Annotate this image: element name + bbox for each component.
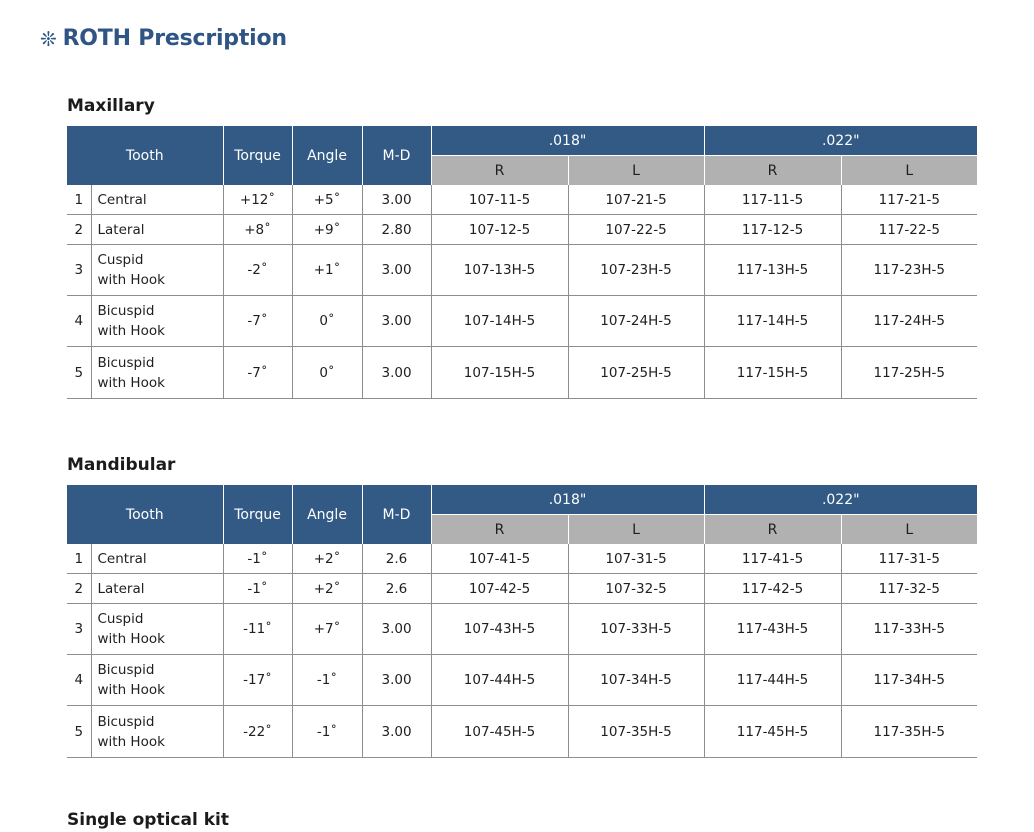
torque-value: +8˚ <box>223 215 292 245</box>
md-value: 3.00 <box>362 296 431 347</box>
tooth-name: Bicuspid with Hook <box>91 347 223 399</box>
angle-value: +5˚ <box>292 185 362 215</box>
part-018-r: 107-41-5 <box>431 544 568 574</box>
subheader-r: R <box>431 515 568 545</box>
tooth-name: Cuspid with Hook <box>91 245 223 296</box>
section-heading-mandibular: Mandibular <box>67 455 176 475</box>
part-018-r: 107-42-5 <box>431 574 568 604</box>
maxillary-table <box>67 126 977 399</box>
part-018-l: 107-31-5 <box>568 544 704 574</box>
tooth-name: Lateral <box>91 574 223 604</box>
md-value: 3.00 <box>362 604 431 655</box>
subheader-r: R <box>704 515 841 545</box>
header-torque: Torque <box>223 485 292 544</box>
part-018-l: 107-24H-5 <box>568 296 704 347</box>
tooth-name: Central <box>91 185 223 215</box>
part-018-r: 107-12-5 <box>431 215 568 245</box>
tooth-name: Bicuspid with Hook <box>91 706 223 758</box>
subheader-l: L <box>841 515 977 545</box>
angle-value: +7˚ <box>292 604 362 655</box>
header-md: M-D <box>362 485 431 544</box>
part-022-r: 117-12-5 <box>704 215 841 245</box>
part-018-l: 107-22-5 <box>568 215 704 245</box>
torque-value: -22˚ <box>223 706 292 758</box>
header-tooth: Tooth <box>67 485 223 544</box>
angle-value: -1˚ <box>292 655 362 706</box>
torque-value: -11˚ <box>223 604 292 655</box>
part-022-l: 117-35H-5 <box>841 706 977 758</box>
table-row <box>67 296 977 347</box>
subheader-r: R <box>431 156 568 186</box>
header-slot-018: .018" <box>431 485 704 515</box>
table-row <box>67 185 977 215</box>
md-value: 2.80 <box>362 215 431 245</box>
part-018-r: 107-43H-5 <box>431 604 568 655</box>
mandibular-table <box>67 485 977 758</box>
part-022-r: 117-14H-5 <box>704 296 841 347</box>
torque-value: -7˚ <box>223 347 292 399</box>
torque-value: +12˚ <box>223 185 292 215</box>
row-number: 1 <box>67 185 91 215</box>
part-022-r: 117-11-5 <box>704 185 841 215</box>
torque-value: -1˚ <box>223 574 292 604</box>
part-022-l: 117-22-5 <box>841 215 977 245</box>
torque-value: -17˚ <box>223 655 292 706</box>
torque-value: -7˚ <box>223 296 292 347</box>
header-angle: Angle <box>292 126 362 185</box>
table-row <box>67 245 977 296</box>
row-number: 3 <box>67 604 91 655</box>
part-022-l: 117-24H-5 <box>841 296 977 347</box>
tooth-name: Bicuspid with Hook <box>91 655 223 706</box>
md-value: 3.00 <box>362 655 431 706</box>
header-slot-018: .018" <box>431 126 704 156</box>
angle-value: 0˚ <box>292 296 362 347</box>
header-md: M-D <box>362 126 431 185</box>
md-value: 3.00 <box>362 245 431 296</box>
md-value: 2.6 <box>362 544 431 574</box>
page-title-text: ROTH Prescription <box>62 26 287 51</box>
part-018-l: 107-21-5 <box>568 185 704 215</box>
angle-value: -1˚ <box>292 706 362 758</box>
part-022-r: 117-44H-5 <box>704 655 841 706</box>
angle-value: 0˚ <box>292 347 362 399</box>
torque-value: -1˚ <box>223 544 292 574</box>
part-018-r: 107-15H-5 <box>431 347 568 399</box>
tooth-name: Central <box>91 544 223 574</box>
table-row <box>67 604 977 655</box>
table-row <box>67 706 977 758</box>
part-022-l: 117-31-5 <box>841 544 977 574</box>
table-row <box>67 544 977 574</box>
part-018-r: 107-11-5 <box>431 185 568 215</box>
section-heading-maxillary: Maxillary <box>67 96 155 116</box>
part-022-l: 117-23H-5 <box>841 245 977 296</box>
subheader-l: L <box>841 156 977 186</box>
tooth-name: Lateral <box>91 215 223 245</box>
part-022-l: 117-32-5 <box>841 574 977 604</box>
subheader-l: L <box>568 156 704 186</box>
part-022-r: 117-45H-5 <box>704 706 841 758</box>
row-number: 4 <box>67 296 91 347</box>
row-number: 5 <box>67 706 91 758</box>
tooth-name: Bicuspid with Hook <box>91 296 223 347</box>
part-018-r: 107-13H-5 <box>431 245 568 296</box>
torque-value: -2˚ <box>223 245 292 296</box>
tooth-name: Cuspid with Hook <box>91 604 223 655</box>
row-number: 2 <box>67 215 91 245</box>
snowflake-icon: ❊ <box>40 26 57 51</box>
part-018-l: 107-34H-5 <box>568 655 704 706</box>
table-row <box>67 347 977 399</box>
angle-value: +1˚ <box>292 245 362 296</box>
header-tooth: Tooth <box>67 126 223 185</box>
part-018-l: 107-32-5 <box>568 574 704 604</box>
md-value: 3.00 <box>362 185 431 215</box>
row-number: 2 <box>67 574 91 604</box>
part-018-r: 107-44H-5 <box>431 655 568 706</box>
row-number: 1 <box>67 544 91 574</box>
table-row <box>67 215 977 245</box>
md-value: 3.00 <box>362 706 431 758</box>
mandibular-section <box>67 453 977 758</box>
part-018-l: 107-25H-5 <box>568 347 704 399</box>
header-slot-022: .022" <box>704 485 977 515</box>
part-022-l: 117-34H-5 <box>841 655 977 706</box>
page-title <box>40 26 287 51</box>
row-number: 3 <box>67 245 91 296</box>
angle-value: +2˚ <box>292 544 362 574</box>
part-022-r: 117-13H-5 <box>704 245 841 296</box>
part-022-r: 117-41-5 <box>704 544 841 574</box>
part-018-r: 107-14H-5 <box>431 296 568 347</box>
angle-value: +9˚ <box>292 215 362 245</box>
part-022-l: 117-21-5 <box>841 185 977 215</box>
part-018-l: 107-23H-5 <box>568 245 704 296</box>
md-value: 2.6 <box>362 574 431 604</box>
part-022-r: 117-42-5 <box>704 574 841 604</box>
table-row <box>67 655 977 706</box>
subheader-l: L <box>568 515 704 545</box>
subheader-r: R <box>704 156 841 186</box>
header-angle: Angle <box>292 485 362 544</box>
section-heading-next: Single optical kit <box>67 810 229 830</box>
header-slot-022: .022" <box>704 126 977 156</box>
table-row <box>67 574 977 604</box>
part-022-r: 117-43H-5 <box>704 604 841 655</box>
angle-value: +2˚ <box>292 574 362 604</box>
part-022-l: 117-33H-5 <box>841 604 977 655</box>
md-value: 3.00 <box>362 347 431 399</box>
maxillary-section <box>67 94 977 399</box>
row-number: 5 <box>67 347 91 399</box>
part-018-l: 107-33H-5 <box>568 604 704 655</box>
part-018-l: 107-35H-5 <box>568 706 704 758</box>
part-022-r: 117-15H-5 <box>704 347 841 399</box>
header-torque: Torque <box>223 126 292 185</box>
row-number: 4 <box>67 655 91 706</box>
part-022-l: 117-25H-5 <box>841 347 977 399</box>
part-018-r: 107-45H-5 <box>431 706 568 758</box>
